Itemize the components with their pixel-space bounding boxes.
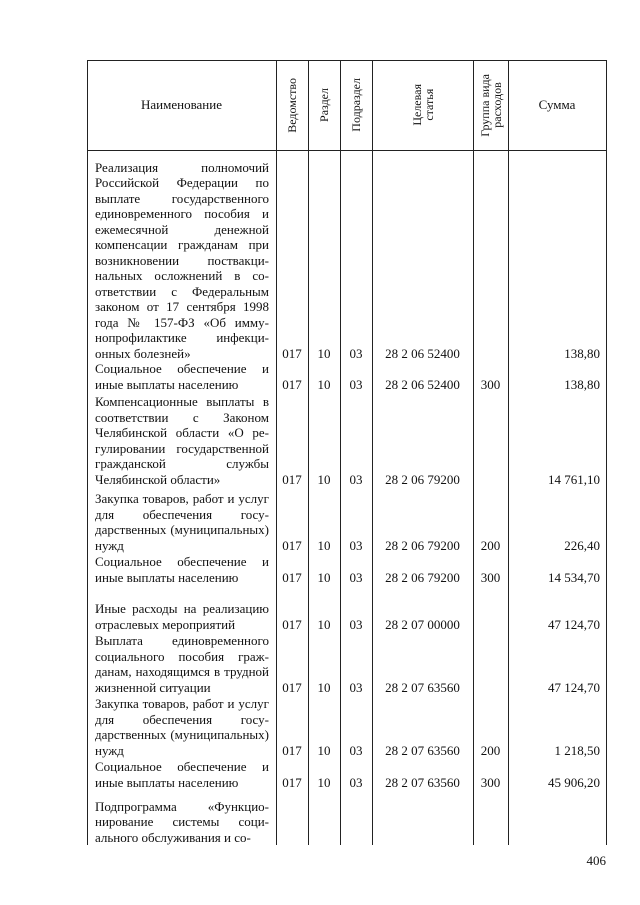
row-razdel: 10 — [317, 616, 331, 632]
header-vedomstvo-text: Ведомство — [285, 77, 299, 133]
row-celevaya: 28 2 07 63560 — [385, 742, 460, 758]
table-row — [87, 632, 606, 695]
row-podrazdel: 03 — [349, 569, 363, 585]
row-celevaya: 28 2 06 52400 — [385, 376, 460, 392]
row-celevaya: 28 2 06 52400 — [385, 345, 460, 361]
row-summa: 138,80 — [564, 345, 600, 361]
row-name: Иные расходы на реализацию отраслевых мероприятий — [95, 601, 269, 632]
row-vedomstvo: 017 — [282, 742, 302, 758]
page-number: 406 — [586, 853, 606, 868]
row-summa: 14 534,70 — [548, 569, 600, 585]
row-summa: 47 124,70 — [548, 616, 600, 632]
row-summa: 14 761,10 — [548, 471, 600, 487]
row-celevaya: 28 2 06 79200 — [385, 537, 460, 553]
row-name: Подпрограмма «Функционирование системы социального обслуживания и со- — [95, 798, 269, 845]
row-celevaya: 28 2 07 63560 — [385, 774, 460, 790]
row-podrazdel: 03 — [349, 537, 363, 553]
table-row — [87, 585, 606, 632]
table-row — [87, 361, 606, 392]
table-row — [87, 487, 606, 553]
header-razdel — [308, 60, 340, 150]
row-podrazdel: 03 — [349, 742, 363, 758]
row-vedomstvo: 017 — [282, 616, 302, 632]
row-celevaya: 28 2 06 79200 — [385, 471, 460, 487]
row-celevaya: 28 2 06 79200 — [385, 569, 460, 585]
row-name: Реализация полномочий Российской Федерации по выплате государственного единовременного пособия и ежемесячной денежной компенсации гражданам при возникновении поствакцинальных осложнений в соответствии с Федеральным законом от 17 сентября 1998 года № 157-ФЗ «Об иммунопрофилактике инфекционных болезней» — [95, 159, 269, 361]
row-razdel: 10 — [317, 376, 331, 392]
header-summa: Сумма — [538, 97, 576, 112]
row-gruppa: 300 — [480, 569, 501, 585]
row-razdel: 10 — [317, 471, 331, 487]
header-gruppa-text: Группа вида расходов — [477, 73, 504, 137]
row-summa: 1 218,50 — [554, 742, 600, 758]
row-gruppa: 200 — [480, 742, 501, 758]
row-name: Социальное обеспечение и иные выплаты населению — [95, 361, 269, 392]
row-name: Социальное обеспечение и иные выплаты населению — [95, 554, 269, 585]
row-razdel: 10 — [317, 774, 331, 790]
header-celevaya-text: Целевая статья — [409, 84, 436, 126]
row-vedomstvo: 017 — [282, 376, 302, 392]
table-row — [87, 392, 606, 487]
row-summa: 226,40 — [564, 537, 600, 553]
header-razdel-text: Раздел — [317, 88, 331, 122]
row-summa: 138,80 — [564, 376, 600, 392]
row-razdel: 10 — [317, 679, 331, 695]
row-vedomstvo: 017 — [282, 537, 302, 553]
row-podrazdel: 03 — [349, 376, 363, 392]
row-name: Выплата единовременного социального пособия гражданам, находящимся в трудной жизненной ситуации — [95, 633, 269, 695]
row-vedomstvo: 017 — [282, 679, 302, 695]
header-podrazdel-text: Подраздел — [349, 78, 363, 132]
row-gruppa: 300 — [480, 774, 501, 790]
table-row — [87, 695, 606, 758]
column-line — [606, 60, 607, 845]
row-vedomstvo: 017 — [282, 471, 302, 487]
row-podrazdel: 03 — [349, 345, 363, 361]
row-gruppa: 300 — [480, 376, 501, 392]
row-vedomstvo: 017 — [282, 569, 302, 585]
table-row — [87, 790, 606, 845]
table-row — [87, 758, 606, 790]
table-row — [87, 553, 606, 585]
row-podrazdel: 03 — [349, 679, 363, 695]
row-celevaya: 28 2 07 63560 — [385, 679, 460, 695]
header-gruppa-vida-rashodov — [473, 60, 508, 150]
header-name: Наименование — [141, 97, 222, 112]
row-name: Компенсационные выплаты в соответствии с Законом Челябинской области «О регулировании государственной гражданской службы Челябинской области» — [95, 394, 269, 487]
row-razdel: 10 — [317, 537, 331, 553]
table-row — [87, 150, 606, 361]
row-podrazdel: 03 — [349, 471, 363, 487]
header-podrazdel — [340, 60, 372, 150]
row-razdel: 10 — [317, 345, 331, 361]
row-name: Закупка товаров, работ и услуг для обеспечения государственных (муниципальных) нужд — [95, 696, 269, 758]
header-vedomstvo — [276, 60, 308, 150]
row-celevaya: 28 2 07 00000 — [385, 616, 460, 632]
row-podrazdel: 03 — [349, 774, 363, 790]
row-razdel: 10 — [317, 569, 331, 585]
row-podrazdel: 03 — [349, 616, 363, 632]
row-summa: 47 124,70 — [548, 679, 600, 695]
row-name: Закупка товаров, работ и услуг для обеспечения государственных (муниципальных) нужд — [95, 491, 269, 553]
row-name: Социальное обеспечение и иные выплаты населению — [95, 759, 269, 790]
row-vedomstvo: 017 — [282, 345, 302, 361]
row-vedomstvo: 017 — [282, 774, 302, 790]
row-gruppa: 200 — [480, 537, 501, 553]
header-celevaya-statya — [372, 60, 473, 150]
row-razdel: 10 — [317, 742, 331, 758]
row-summa: 45 906,20 — [548, 774, 600, 790]
